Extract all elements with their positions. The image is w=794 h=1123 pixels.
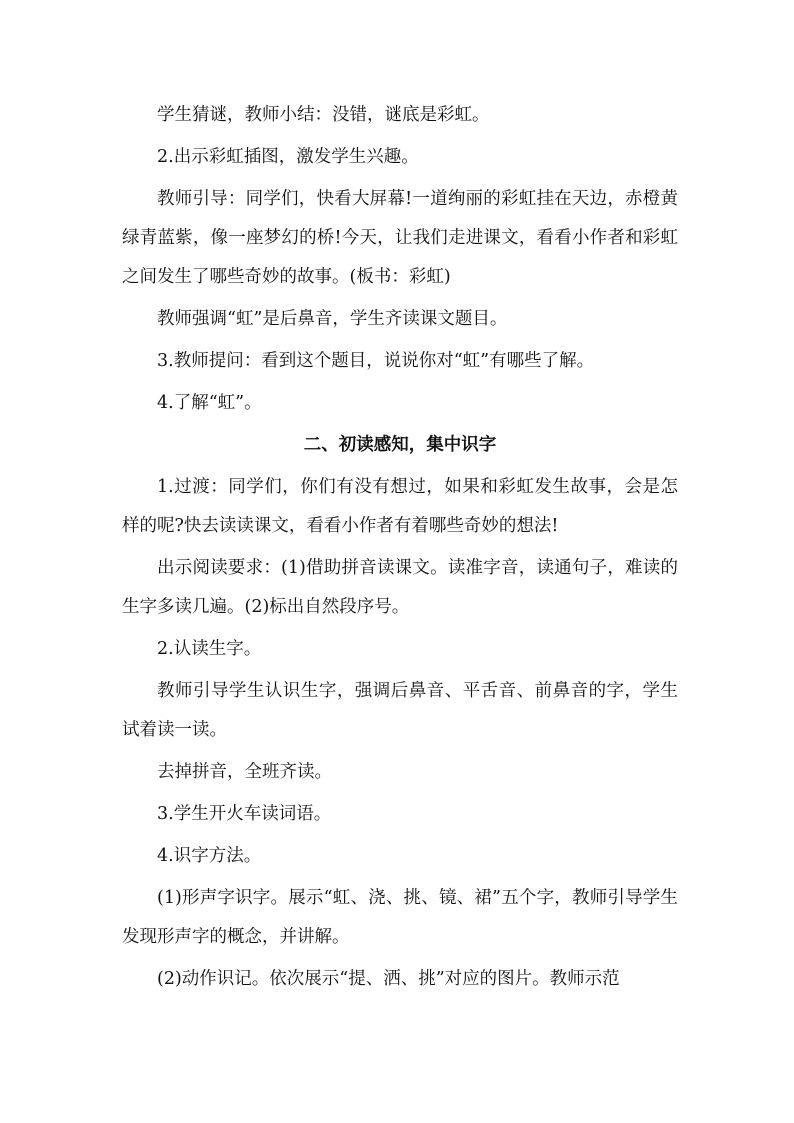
- paragraph-step-4-understand: 4.了解“虹”。: [157, 393, 262, 413]
- section-heading-initial-reading: 二、初读感知，集中识字: [303, 435, 497, 455]
- document-body: [122, 96, 678, 1002]
- paragraph-riddle-answer: 学生猜谜，教师小结：没错，谜底是彩虹。: [157, 105, 490, 125]
- paragraph-teacher-guide: 教师引导：同学们，快看大屏幕!一道绚丽的彩虹挂在天边，赤橙黄绿青蓝紫，像一座梦幻的桥!今天，让我们走进课文，看看小作者和彩虹之间发生了哪些奇妙的故事。(板书：彩虹): [122, 189, 678, 287]
- paragraph-method-1-phonetic: (1)形声字识字。展示“虹、浇、挑、镜、裙”五个字，教师引导学生发现形声字的概念，并讲解。: [122, 888, 678, 947]
- paragraph-step-4-methods: 4.识字方法。: [157, 846, 262, 866]
- paragraph-pronunciation-emphasis: 教师强调“虹”是后鼻音，学生齐读课文题目。: [157, 309, 508, 329]
- paragraph-step-2-rainbow-image: 2.出示彩虹插图，激发学生兴趣。: [157, 147, 419, 167]
- paragraph-step-3-train-reading: 3.学生开火车读词语。: [157, 804, 332, 824]
- paragraph-method-2-action: (2)动作识记。依次展示“提、洒、挑”对应的图片。教师示范: [157, 969, 620, 989]
- paragraph-reading-requirements: 出示阅读要求：(1)借助拼音读课文。读准字音，读通句子，难读的生字多读几遍。(2)标出自然段序号。: [122, 558, 678, 617]
- paragraph-step-3-question: 3.教师提问：看到这个题目，说说你对“虹”有哪些了解。: [157, 351, 595, 371]
- paragraph-step-2-read-characters: 2.认读生字。: [157, 639, 262, 659]
- paragraph-transition: 1.过渡：同学们，你们有没有想过，如果和彩虹发生故事，会是怎样的呢?快去读读课文，看看小作者有着哪些奇妙的想法!: [122, 477, 678, 536]
- paragraph-teacher-characters: 教师引导学生认识生字，强调后鼻音、平舌音、前鼻音的字，学生试着读一读。: [122, 681, 678, 740]
- paragraph-remove-pinyin: 去掉拼音，全班齐读。: [157, 762, 332, 782]
